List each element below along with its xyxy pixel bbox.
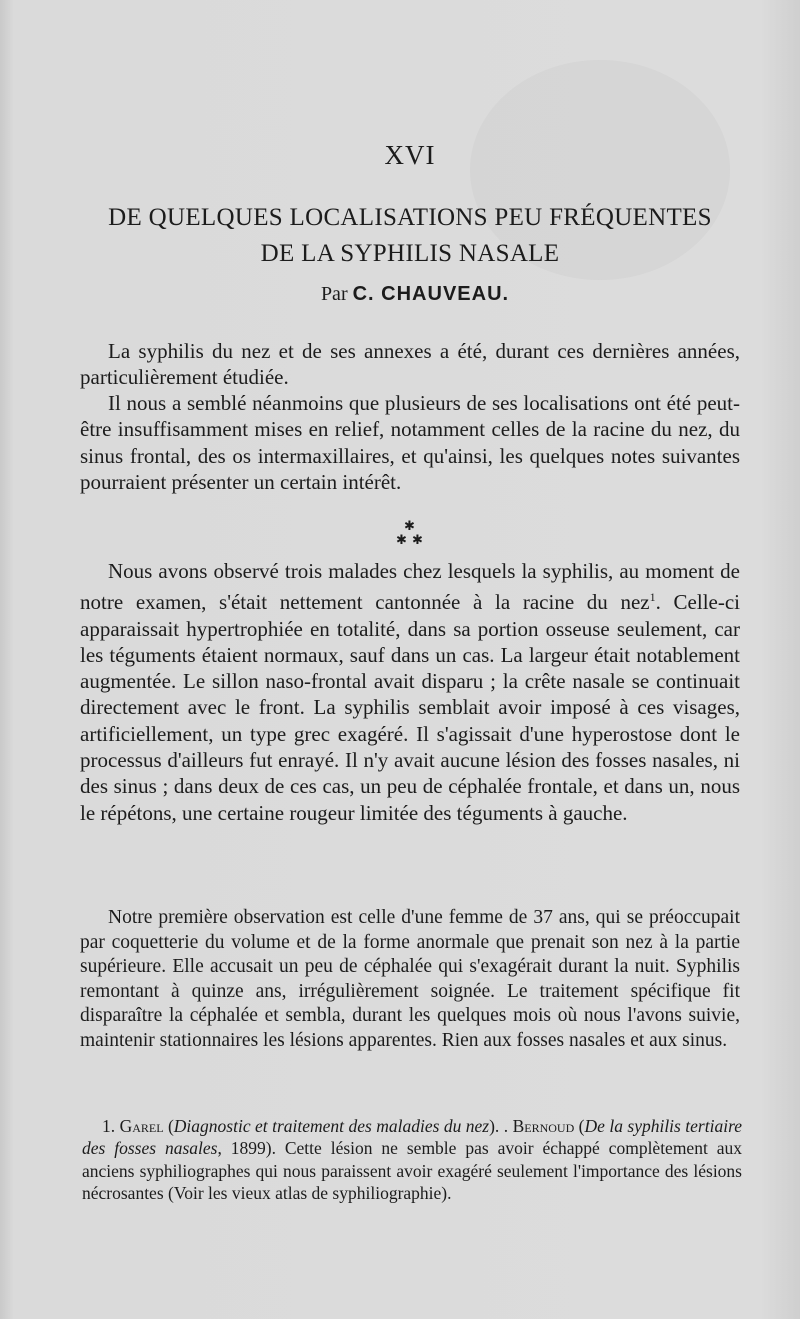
footnote-punct: ). . [489, 1116, 509, 1136]
footnote-work-title: De la syphilis tertiaire des fosses nasales [82, 1116, 742, 1159]
paragraph-text-part: . Celle-ci apparaissait hypertrophiée en totalité, dans sa portion osseuse seulement, car les téguments étaient normaux, sauf dans un cas. La largeur était notablement augmentée. Le sillon naso-frontal avait disparu ; la crête nasale se continuait directement avec le front. La syphilis semblait avoir imposé à ces visages, artificiellement, un type grec exagéré. Il s'agissait d'une hyperostose dont le processus d'ailleurs fut enrayé. Il n'y avait aucune lésion des fosses nasales, ni des sinus ; dans deux de ces cas, un peu de céphalée frontale, et dans un, nous le répétons, une certaine rougeur limitée des téguments à gauche. [80, 590, 741, 825]
paragraph-first-case [80, 906, 740, 1054]
paragraph-observations [80, 558, 740, 826]
paragraph-text-part: Nous avons observé trois malades chez lesquels la syphilis, au moment de notre examen, s'était nettement cantonnée à la racine du nez [80, 559, 740, 615]
star-glyph: ✱ [412, 532, 423, 547]
paragraph-text: Notre première observation est celle d'une femme de 37 ans, qui se préoccupait par coquetterie du volume et de la forme anormale que prenait son nez à la partie supérieure. Elle accusait un peu de céphalée qui s'exagérait durant la nuit. Syphilis remontant à quinze ans, irrégulièrement soignée. Le traitement spécifique fit disparaître la céphalée et sembla, durant les quelques mois où nous l'avons suivie, maintenir stationnaires les lésions apparentes. Rien aux fosses nasales et aux sinus. [80, 907, 740, 1051]
footnote-rest: , 1899). Cette lésion ne semble pas avoir échappé complètement aux anciens syphiliographes qui nous paraissent avoir exagéré seulement l'importance des lésions nécrosantes (Voir les vieux atlas de syphiliographie). [82, 1138, 742, 1203]
footnote-text: 1. Garel (Diagnostic et traitement des maladies du nez). . Bernoud (De la syphilis tertiaire des fosses nasales, 1899). Cette lésion ne semble pas avoir échappé complètement aux anciens syphiliographes qui nous paraissent avoir exagéré seulement l'importance des lésions nécrosantes (Voir les vieux atlas de syphiliographie). [82, 1116, 742, 1203]
paragraph-text: Il nous a semblé néanmoins que plusieurs de ses localisations ont été peut-être insuffisamment mises en relief, notamment celles de la racine du nez, du sinus frontal, des os intermaxillaires, et qu'ainsi, les quelques notes suivantes pourraient présenter un certain intérêt. [80, 391, 740, 494]
footnote-author: Garel [119, 1116, 164, 1136]
author-prefix: Par [320, 283, 348, 305]
footnote [82, 1115, 742, 1204]
chapter-title [0, 200, 800, 272]
title-line-1: DE QUELQUES LOCALISATIONS PEU FRÉQUENTES [108, 204, 712, 231]
chapter-number: XVI [384, 140, 436, 170]
paragraph-text [80, 558, 740, 826]
star-glyph: ✱ [404, 518, 415, 533]
footnote-author: Bernoud [512, 1116, 575, 1136]
author-name: C. CHAUVEAU. [352, 283, 510, 305]
footnote-number: 1. [102, 1116, 116, 1136]
author-line [0, 283, 800, 306]
title-line-2: DE LA SYPHILIS NASALE [260, 240, 560, 267]
paragraph-intro [80, 338, 740, 391]
footnote-work-title: Diagnostic et traitement des maladies du nez [173, 1116, 490, 1136]
footnote-ref: 1 [649, 590, 656, 605]
star-glyph: ✱ [396, 532, 407, 547]
paragraph-localisations [80, 390, 740, 495]
paragraph-text: La syphilis du nez et de ses annexes a été, durant ces dernières années, particulièrement étudiée. [80, 339, 740, 390]
section-separator [384, 518, 424, 554]
